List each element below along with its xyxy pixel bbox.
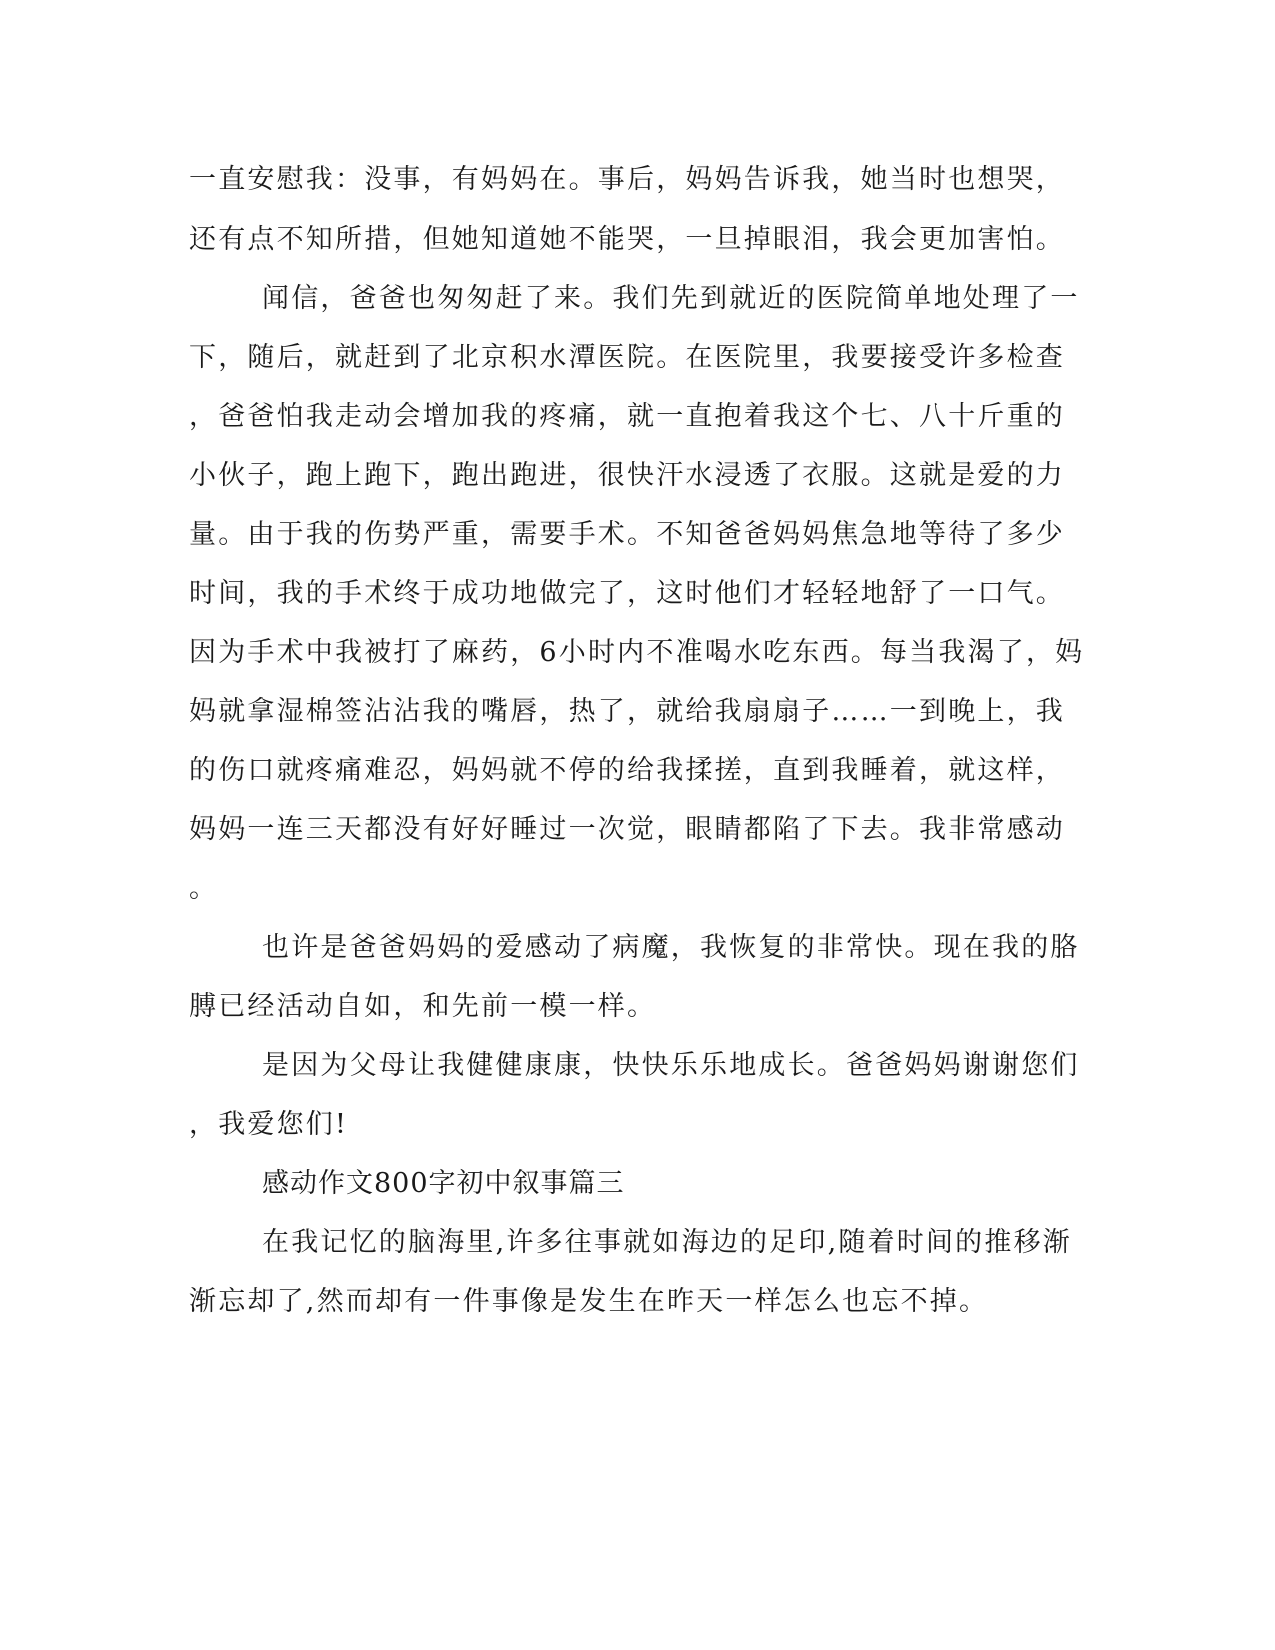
text-line: ，爸爸怕我走动会增加我的疼痛，就一直抱着我这个七、八十斤重的 xyxy=(189,401,1065,432)
text-line: 一直安慰我：没事，有妈妈在。事后，妈妈告诉我，她当时也想哭， xyxy=(189,164,1065,195)
text-line: ，我爱您们! xyxy=(189,1109,349,1140)
text-line: 膊已经活动自如，和先前一模一样。 xyxy=(189,991,657,1022)
text-line: 妈妈一连三天都没有好好睡过一次觉，眼睛都陷了下去。我非常感动 xyxy=(189,814,1065,845)
text-line: 时间，我的手术终于成功地做完了，这时他们才轻轻地舒了一口气。 xyxy=(189,578,1065,609)
paragraph-start-line: 也许是爸爸妈妈的爱感动了病魔，我恢复的非常快。现在我的胳 xyxy=(262,932,1080,963)
text-line: 渐忘却了,然而却有一件事像是发生在昨天一样怎么也忘不掉。 xyxy=(189,1286,989,1317)
paragraph-start-line: 是因为父母让我健健康康，快快乐乐地成长。爸爸妈妈谢谢您们 xyxy=(262,1050,1080,1081)
text-line: 妈就拿湿棉签沾沾我的嘴唇，热了，就给我扇扇子……一到晚上，我 xyxy=(189,696,1065,727)
paragraph-start-line: 在我记忆的脑海里,许多往事就如海边的足印,随着时间的推移渐 xyxy=(262,1227,1072,1258)
text-line: 小伙子，跑上跑下，跑出跑进，很快汗水浸透了衣服。这就是爱的力 xyxy=(189,460,1065,491)
text-line: 下，随后，就赶到了北京积水潭医院。在医院里，我要接受许多检查 xyxy=(189,342,1065,373)
text-line: 量。由于我的伤势严重，需要手术。不知爸爸妈妈焦急地等待了多少 xyxy=(189,519,1065,550)
text-line: 因为手术中我被打了麻药，6小时内不准喝水吃东西。每当我渴了，妈 xyxy=(189,637,1085,668)
section-heading: 感动作文800字初中叙事篇三 xyxy=(262,1168,625,1199)
paragraph-start-line: 闻信，爸爸也匆匆赶了来。我们先到就近的医院简单地处理了一 xyxy=(262,283,1080,314)
text-line: 还有点不知所措，但她知道她不能哭，一旦掉眼泪，我会更加害怕。 xyxy=(189,224,1065,255)
text-line: 。 xyxy=(189,873,219,904)
text-line: 的伤口就疼痛难忍，妈妈就不停的给我揉搓，直到我睡着，就这样， xyxy=(189,755,1065,786)
